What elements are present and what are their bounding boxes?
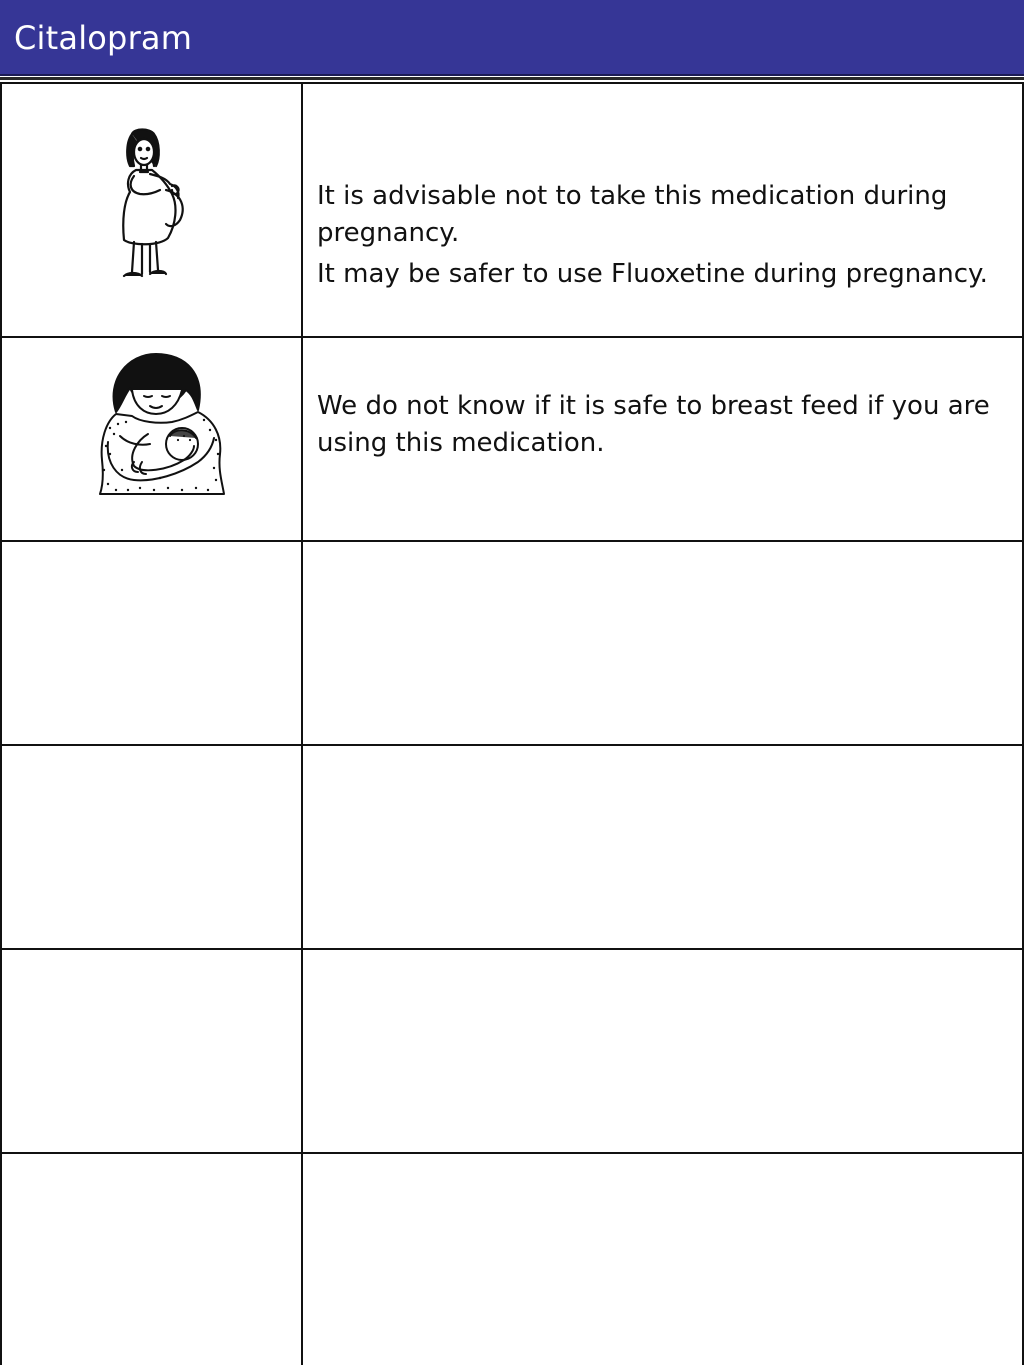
breastfeeding-advice (317, 388, 1012, 466)
text-cell (303, 746, 1022, 948)
icon-cell (2, 1154, 303, 1365)
table-row-empty-2 (2, 746, 1022, 950)
paragraph: It is advisable not to take this medication during pregnancy. (317, 181, 948, 248)
text-cell (303, 950, 1022, 1152)
pregnant-woman-icon (110, 128, 192, 284)
icon-cell (2, 950, 303, 1152)
paragraph: It may be safer to use Fluoxetine during pregnancy. (317, 259, 988, 289)
table-row-empty-3 (2, 950, 1022, 1154)
paragraph: We do not know if it is safe to breast feed if you are using this medication. (317, 391, 990, 458)
text-cell (303, 542, 1022, 744)
text-cell (303, 338, 1022, 540)
icon-cell (2, 542, 303, 744)
icon-cell (2, 746, 303, 948)
page-title: Citalopram (14, 19, 193, 57)
icon-cell (2, 338, 303, 540)
icon-cell (2, 84, 303, 336)
breastfeeding-mother-icon (98, 350, 228, 496)
pregnancy-advice (317, 178, 1012, 297)
text-cell (303, 1154, 1022, 1365)
text-cell (303, 84, 1022, 336)
info-table (0, 82, 1024, 1365)
table-row-breastfeeding (2, 338, 1022, 542)
table-row-empty-4 (2, 1154, 1022, 1365)
header-divider (0, 77, 1024, 80)
title-bar (0, 0, 1024, 76)
table-row-empty-1 (2, 542, 1022, 746)
table-row-pregnancy (2, 84, 1022, 338)
